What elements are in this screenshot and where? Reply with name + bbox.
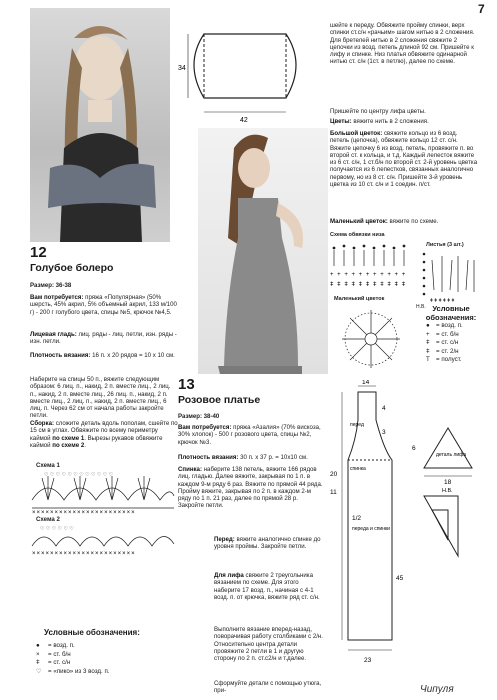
right-para1: шейте к переду. Обвяжите пройму спинки, верх спинки ст.с/н «рачьим» шагом нитью в 2 сложения. Для бретелей нитью в 2 сложения свяжите 2 цепочки из возд. петель длиной 92 см. Пришейте к лифу и спинке. Низ платья обвяжите одинарной нитью ст. с/н (1ст. в петлю), далее по схеме. (330, 22, 475, 66)
dress-front: Перед: вяжите аналогично спинке до уровня проймы. Закройте петли. (214, 536, 321, 551)
svg-text:ǂ ǂ ǂ ǂ ǂ ǂ: ǂ ǂ ǂ ǂ ǂ ǂ (430, 298, 455, 304)
scheme2-chart (28, 522, 178, 558)
right-big-flower: Большой цветок: свяжите кольцо из 6 возд. петель (цепочка), обвяжите кольцо 12 ст. с/н. Вяжите цепочку 6 из возд. петель, провяжите п. во второй ст. к кольца, и т.д. Каждый лепесток вяжите из 6 ст. с/н, 1 ст.б/н по второй ст. 2-й уровень цветка получается из 6 лепестков, связанных аналогично первому, но из 8 ст. с/н. Пришейте 3-й уровень цветка из 10 ст. с/н и 1 соедин. п/ст. (330, 130, 478, 189)
half-label: 1/2 (352, 515, 362, 522)
leaves-chart (418, 250, 484, 304)
bodice-hv: Н.В. (442, 488, 453, 494)
svg-text:ǂ ǂ ǂ ǂ ǂ ǂ ǂ ǂ ǂ ǂ ǂ: ǂ ǂ ǂ ǂ ǂ ǂ ǂ ǂ ǂ ǂ ǂ (330, 282, 407, 288)
bottom-scheme-label: Схема обвязки низа (330, 232, 385, 238)
bolero-assembly: Сборка: сложите деталь вдоль пополам, сшейте по 15 см в углах. Обвяжите по всему периметру каймой по схеме 1. Вырезы рукавов обвяжите каймой по схеме 2. (30, 420, 178, 449)
dress-back: Спинка: наберите 138 петель, вяжите 166 рядов лиц. гладью. Далее вяжите, закрывая по 1 п. в каждом 9-м ряду 6 раз. Вяжите по прямой 44 ряда. Пройму вяжите, закрывая по 2 п. в каждом 2-м ряду по 1 п. 21 раз, далее по прямой 28 р. Закройте петли. (178, 466, 323, 510)
scheme2-label: Схема 2 (36, 516, 60, 523)
dim-18: 18 (444, 479, 452, 486)
leaves-label: Листья (3 шт.) (426, 242, 464, 248)
bolero-pattern-diagram (178, 26, 318, 126)
bolero-instructions: Наберите на спицы 50 п., вяжите следующим образом: 6 лиц. п., накид, 2 п. вместе лиц., 2 лиц. п., накид, 2 п. вместе лиц., 26 лиц. п., накид, 2 п. вместе лиц., 2 лиц. п., накид, 2 п. вместе лиц., 6 лиц. п. Через 62 см от начала работы закройте петли. (30, 376, 171, 420)
right-legend (426, 322, 463, 365)
dress-pattern-diagram (328, 380, 494, 680)
dim-42: 42 (240, 117, 248, 124)
dress-title: Розовое платье (178, 394, 261, 406)
dress-size: Размер: 38-40 (178, 413, 220, 420)
watermark: Чипуля (420, 684, 454, 695)
dress-bodice: Для лифа свяжите 2 треугольника вязанием по схеме. Для этого наберите 17 возд. п., начиная с 4-1 возд. п. от крючка, вяжите ряд ст. с/н. (214, 572, 320, 601)
legend-item: × = ст. б/н (36, 650, 71, 658)
dim-34: 34 (178, 65, 186, 72)
bodice-part-label: деталь лифа (436, 452, 467, 458)
scheme1-chart (28, 468, 178, 514)
bolero-density: Плотность вязания: 16 п. х 20 рядов = 10 х 10 см. (30, 352, 175, 359)
scheme1-label: Схема 1 (36, 462, 60, 469)
small-flower-chart (336, 304, 406, 374)
svg-text:♡ ♡ ♡ ♡ ♡ ♡: ♡ ♡ ♡ ♡ ♡ ♡ (40, 526, 74, 532)
dress-assembly: Выполните вязание вперед-назад, поворачивая работу столбиками с 2/н. Относительно центра детали провяжите 2 петли в 1 и другую сторону по 2 п. ст.с2/н и т.далее. (214, 626, 323, 663)
back-label: спинка (350, 466, 366, 472)
dim-45: 45 (396, 575, 404, 582)
svg-text:×××××××××××××××××××××××: ××××××××××××××××××××××× (32, 551, 136, 557)
svg-text:♡ ♡ ♡ ♡ ♡ ♡ ♡ ♡ ♡: ♡ ♡ ♡ ♡ ♡ ♡ ♡ ♡ ♡ ♡ ♡ ♡ (44, 472, 114, 478)
legend-item: ● = возд. п. (36, 642, 75, 649)
leaves-hv: Н.В. (416, 304, 426, 310)
legend-item: ǂ = ст. с/н (36, 659, 71, 666)
legend-item: ♡ = «пико» из 3 возд. п. (36, 667, 110, 675)
bolero-number: 12 (30, 244, 47, 261)
legend-item: T = полуст. (426, 356, 462, 363)
bottom-scheme-chart (328, 240, 414, 290)
dim-20: 20 (330, 471, 338, 478)
bolero-legend-title: Условные обозначения: (44, 628, 140, 637)
dress-materials: Вам потребуется: пряжа «Азалия» (70% вискоза, 30% хлопок) - 500 г розового цвета, спицы №2, крючок №3. (178, 424, 321, 446)
bolero-photo (30, 8, 170, 242)
bolero-materials: Вам потребуется: пряжа «Популярная» (50% шерсть, 45% акрил, 5% объемный акрил, 133 м/100 г) - 200 г голубого цвета, спицы №5, крючок №4,5. (30, 294, 177, 316)
dress-photo (198, 128, 328, 374)
right-legend-title: Условные обозначения: (425, 304, 477, 322)
front-label: перед (350, 422, 364, 428)
dim-3: 3 (382, 429, 386, 436)
dim-4: 4 (382, 405, 386, 412)
page-number: 7 (478, 2, 485, 16)
svg-text:×××××××××××××××××××××××: ××××××××××××××××××××××× (32, 510, 136, 514)
legend-item: ● = возд. п. (426, 322, 463, 329)
right-para2: Пришейте по центру лифа цветы. (330, 108, 426, 115)
right-small-flower: Маленький цветок: вяжите по схеме. (330, 218, 439, 225)
small-flower-label: Маленький цветок (334, 296, 385, 302)
bolero-legend (36, 642, 110, 676)
legend-item: ǂ = ст. 2/н (426, 347, 459, 355)
legend-item: + = ст. б/н (426, 330, 459, 338)
svg-text:+ + + + + + + + + + +: + + + + + + + + + + + (330, 272, 407, 278)
dim-23: 23 (364, 657, 372, 664)
right-flowers: Цветы: вяжите нить в 2 сложения. (330, 118, 429, 125)
half-text: переда и спинки (352, 526, 390, 532)
dim-6: 6 (412, 445, 416, 452)
bolero-size: Размер: 36-38 (30, 282, 72, 289)
bolero-smooth: Лицевая гладь: лиц. ряды - лиц. петли, изн. ряды - изн. петли. (30, 331, 177, 346)
bolero-title: Голубое болеро (30, 262, 114, 274)
dim-11: 11 (330, 489, 337, 496)
legend-item: ǂ = ст. с/н (426, 339, 459, 346)
dress-final: Сформуйте детали с помощью утюга, при- (214, 680, 322, 695)
dress-number: 13 (178, 376, 195, 393)
dim-14: 14 (362, 380, 370, 386)
dress-density: Плотность вязания: 30 п. х 37 р. = 10х10 см. (178, 454, 308, 461)
